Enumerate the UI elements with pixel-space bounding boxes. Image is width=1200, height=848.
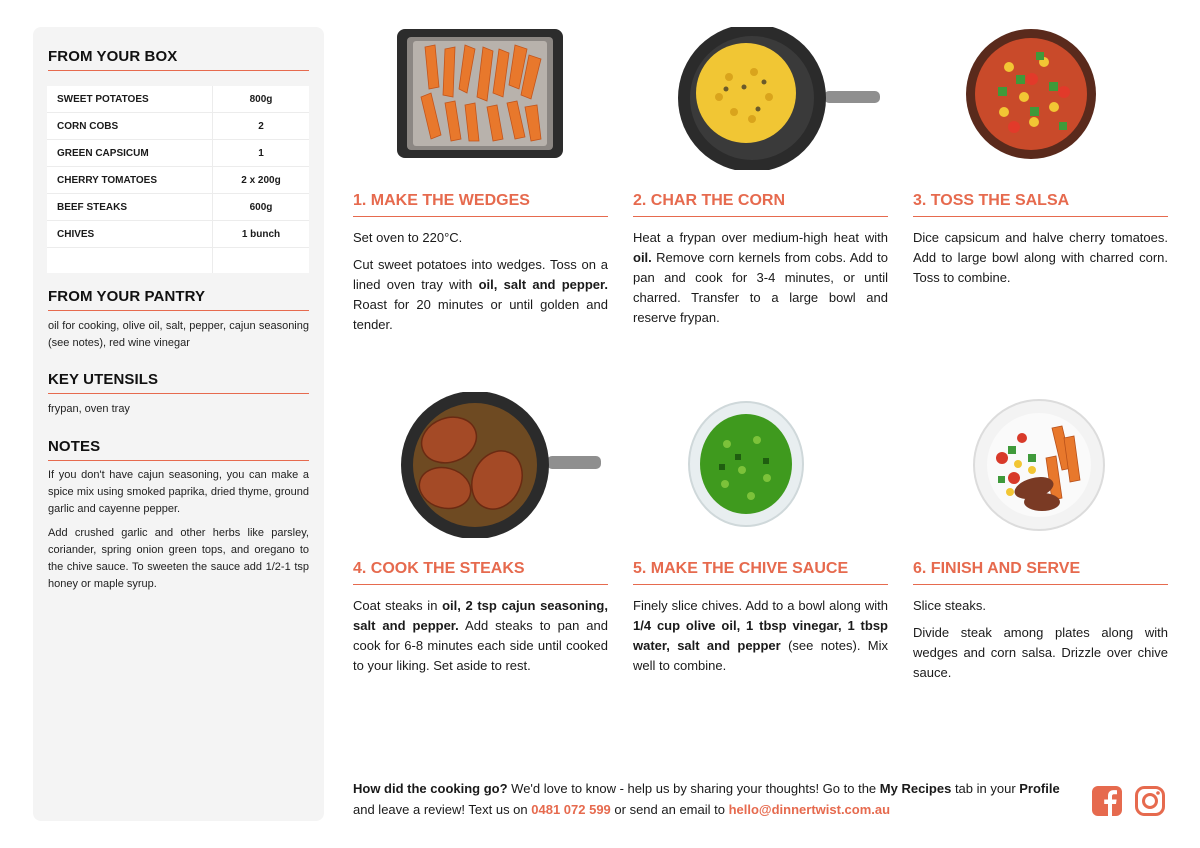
ingredient-name: CHIVES bbox=[47, 221, 213, 248]
step-4-body bbox=[353, 596, 608, 683]
step-2-title: 2. CHAR THE CORN bbox=[633, 192, 888, 217]
step-paragraph: Coat steaks in oil, 2 tsp cajun seasoning, salt and pepper. Add steaks to pan and cook for 6-8 minutes each side until cooked to your liking. Set aside to rest. bbox=[353, 598, 608, 673]
step-6-body bbox=[913, 596, 1168, 690]
step-paragraph: Finely slice chives. Add to a bowl along with 1/4 cup olive oil, 1 tbsp vinegar, 1 tbsp water, salt and pepper (see notes). Mix well to combine. bbox=[633, 598, 888, 673]
feedback-footer bbox=[353, 778, 1073, 820]
ingredient-qty: 1 bunch bbox=[213, 221, 310, 248]
ingredient-name: CHERRY TOMATOES bbox=[47, 167, 213, 194]
phone-link[interactable]: 0481 072 599 bbox=[531, 802, 611, 817]
step-4-photo bbox=[397, 392, 603, 538]
ingredient-row-empty bbox=[47, 248, 309, 274]
step-paragraph: Set oven to 220°C. bbox=[353, 230, 463, 245]
step-paragraph: Heat a frypan over medium-high heat with oil. Remove corn kernels from cobs. Add to pan and cook for 3-4 minutes, or until charred. Transfer to a large bowl and reserve frypan. bbox=[633, 230, 888, 325]
ingredients-table bbox=[47, 86, 309, 273]
step-paragraph: Cut sweet potatoes into wedges. Toss on a lined oven tray with oil, salt and pepper. Roast for 20 minutes or until golden and tender. bbox=[353, 257, 608, 332]
my-recipes-link[interactable]: My Recipes bbox=[879, 781, 952, 796]
footer-text: We'd love to know - help us by sharing your thoughts! Go to the bbox=[507, 781, 880, 796]
ingredient-name: SWEET POTATOES bbox=[47, 86, 213, 113]
ingredient-name: BEEF STEAKS bbox=[47, 194, 213, 221]
step-paragraph: Slice steaks. bbox=[913, 598, 986, 613]
step-6-title: 6. FINISH AND SERVE bbox=[913, 560, 1168, 585]
step-paragraph: Divide steak among plates along with wedges and corn salsa. Drizzle over chive sauce. bbox=[913, 625, 1168, 680]
step-paragraph: Dice capsicum and halve cherry tomatoes. Add to large bowl along with charred corn. Toss to combine. bbox=[913, 230, 1168, 285]
ingredient-qty: 2 bbox=[213, 113, 310, 140]
step-3-body bbox=[913, 228, 1168, 295]
empty-cell bbox=[47, 248, 213, 274]
profile-link[interactable]: Profile bbox=[1019, 781, 1060, 796]
empty-cell bbox=[213, 248, 310, 274]
step-3-title: 3. TOSS THE SALSA bbox=[913, 192, 1168, 217]
ingredient-name: CORN COBS bbox=[47, 113, 213, 140]
step-5-body bbox=[633, 596, 888, 683]
facebook-icon[interactable] bbox=[1091, 785, 1123, 817]
ingredient-qty: 800g bbox=[213, 86, 310, 113]
step-3-photo bbox=[964, 27, 1098, 161]
step-1-photo bbox=[395, 27, 565, 160]
footer-lead: How did the cooking go? bbox=[353, 781, 508, 796]
ingredient-name: GREEN CAPSICUM bbox=[47, 140, 213, 167]
step-5-photo bbox=[687, 400, 805, 528]
ingredient-row bbox=[47, 221, 309, 248]
footer-text: tab in your bbox=[951, 781, 1020, 796]
notes-paragraph: Add crushed garlic and other herbs like parsley, coriander, spring onion green tops, and oregano to the chive sauce. To sweeten the sauce add 1/2-1 tsp honey or maple syrup. bbox=[48, 527, 309, 590]
from-your-box-heading: FROM YOUR BOX bbox=[48, 48, 309, 71]
notes-paragraph: If you don't have cajun seasoning, you can make a spice mix using smoked paprika, dried thyme, ground garlic and cayenne pepper. bbox=[48, 469, 309, 515]
sidebar bbox=[33, 27, 324, 821]
notes-heading: NOTES bbox=[48, 438, 309, 461]
footer-text: or send an email to bbox=[610, 802, 729, 817]
instagram-icon[interactable] bbox=[1134, 785, 1166, 817]
step-2-body bbox=[633, 228, 888, 335]
utensils-text: frypan, oven tray bbox=[48, 403, 130, 415]
step-6-photo bbox=[972, 398, 1106, 532]
ingredient-row bbox=[47, 194, 309, 221]
step-1-body bbox=[353, 228, 608, 342]
ingredient-row bbox=[47, 113, 309, 140]
ingredient-qty: 600g bbox=[213, 194, 310, 221]
step-1-title: 1. MAKE THE WEDGES bbox=[353, 192, 608, 217]
ingredient-row bbox=[47, 140, 309, 167]
ingredient-qty: 1 bbox=[213, 140, 310, 167]
key-utensils-heading: KEY UTENSILS bbox=[48, 371, 309, 394]
ingredient-row bbox=[47, 167, 309, 194]
step-2-photo bbox=[674, 27, 882, 170]
email-link[interactable]: hello@dinnertwist.com.au bbox=[728, 802, 891, 817]
ingredient-qty: 2 x 200g bbox=[213, 167, 310, 194]
step-5-title: 5. MAKE THE CHIVE SAUCE bbox=[633, 560, 888, 585]
footer-text: and leave a review! Text us on bbox=[353, 802, 532, 817]
step-4-title: 4. COOK THE STEAKS bbox=[353, 560, 608, 585]
from-your-pantry-heading: FROM YOUR PANTRY bbox=[48, 288, 309, 311]
ingredient-row bbox=[47, 86, 309, 113]
pantry-text: oil for cooking, olive oil, salt, pepper, cajun seasoning (see notes), red wine vinegar bbox=[48, 320, 309, 349]
